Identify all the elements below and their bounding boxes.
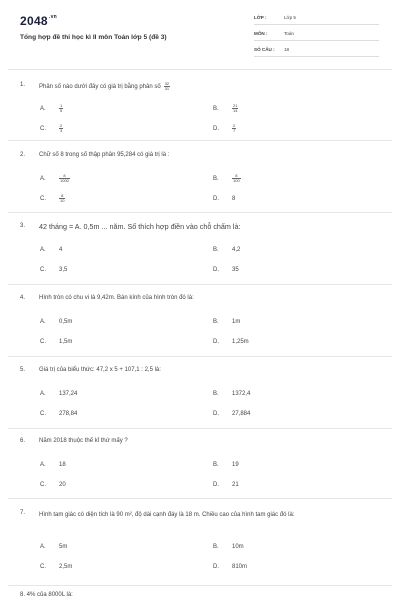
option-value: 20 (59, 482, 66, 488)
question-number: 2. (20, 152, 26, 158)
header-divider (8, 69, 392, 70)
question-line (20, 295, 385, 307)
question-text: Hình tam giác có diện tích là 90 m², độ dài cạnh đáy là 18 m. Chiều cao của hình tam giác đó là: (39, 512, 295, 518)
option-value (59, 124, 63, 133)
option-value (59, 104, 63, 113)
option-letter: A. (40, 247, 46, 253)
question-6 (20, 438, 385, 488)
option-fraction: $\frac{2}{3}$ (60, 123, 63, 133)
option-letter: B. (213, 391, 219, 397)
question-divider (8, 284, 392, 285)
option-value: 278,84 (59, 411, 78, 417)
option-letter: C. (40, 126, 46, 132)
option-value: 8 (232, 196, 236, 202)
option-value: 19 (232, 462, 239, 468)
option-fraction: $\frac{1}{5}$ (60, 103, 63, 113)
question-number: 4. (20, 295, 26, 301)
question-line (20, 510, 385, 522)
meta-class: LỚP : Lớp 5 (254, 13, 379, 25)
page-title: Tổng hợp đề thi học kì II môn Toán lớp 5 (đề 3) (20, 34, 167, 41)
question-divider (8, 585, 392, 586)
question-line (20, 367, 385, 379)
option-value (59, 174, 70, 183)
question-2 (20, 152, 385, 203)
option-letter: D. (213, 482, 219, 488)
question-partial: 8. 4% của 8000L là: (20, 592, 73, 598)
option-value: 4 (59, 247, 63, 253)
question-fraction: $\frac{32}{31}$ (164, 81, 170, 91)
option-letter: B. (213, 544, 219, 550)
option-value: 5m (59, 544, 68, 550)
question-divider (8, 140, 392, 141)
option-value (232, 124, 236, 133)
option-fraction: $\frac{8}{100}$ (233, 173, 240, 183)
option-letter: A. (40, 176, 46, 182)
option-value: 137,24 (59, 391, 78, 397)
site-logo[interactable]: $2048^{.vn}$ (20, 14, 58, 28)
question-3 (20, 222, 385, 273)
option-value: 21 (232, 482, 239, 488)
meta-subject: MÔN : Toán (254, 29, 379, 41)
option-letter: A. (40, 319, 46, 325)
question-4 (20, 295, 385, 345)
question-1 (20, 81, 385, 133)
question-text: Hình tròn có chu vi là 9,42m. Bán kính của hình tròn đó là: (39, 295, 194, 301)
option-fraction: $\frac{8}{1000}$ (60, 173, 69, 183)
option-value: 2,5m (59, 564, 73, 570)
option-letter: B. (213, 247, 219, 253)
option-value: 4,2 (232, 247, 241, 253)
option-fraction: $\frac{8}{10}$ (60, 193, 65, 203)
question-divider (8, 498, 392, 499)
option-letter: B. (213, 319, 219, 325)
question-5 (20, 367, 385, 417)
question-line (20, 438, 385, 450)
option-letter: B. (213, 176, 219, 182)
option-letter: B. (213, 106, 219, 112)
option-letter: C. (40, 196, 46, 202)
option-letter: D. (213, 267, 219, 273)
question-number: 3. (20, 223, 26, 229)
option-value: 1,5m (59, 339, 73, 345)
question-line (20, 82, 385, 94)
question-number: 6. (20, 438, 26, 444)
option-value: 35 (232, 267, 239, 273)
meta-question-count: SỐ CÂU : 18 (254, 45, 379, 57)
question-line (20, 223, 385, 235)
question-line (20, 152, 385, 164)
option-value (232, 174, 241, 183)
question-text: Chữ số 8 trong số thập phân 95,284 có giá trị là : (39, 152, 170, 158)
option-letter: A. (40, 462, 46, 468)
question-divider (8, 428, 392, 429)
option-letter: C. (40, 339, 46, 345)
page-header (0, 0, 400, 70)
option-letter: A. (40, 391, 46, 397)
option-value: 1m (232, 319, 241, 325)
question-text: Phân số nào dưới đây có giá trị bằng phân số $\frac{32}{31}$ (39, 81, 170, 91)
option-letter: D. (213, 196, 219, 202)
question-divider (8, 212, 392, 213)
option-letter: C. (40, 564, 46, 570)
option-value (59, 194, 65, 203)
question-number: 5. (20, 367, 26, 373)
option-fraction: $\frac{2}{7}$ (233, 123, 236, 133)
option-fraction: $\frac{21}{14}$ (233, 103, 238, 113)
option-value: 1372,4 (232, 391, 251, 397)
option-letter: A. (40, 544, 46, 550)
question-divider (8, 356, 392, 357)
option-value: 1,25m (232, 339, 249, 345)
question-text: 42 tháng = A. 0,5m ... năm. Số thích hợp điền vào chỗ chấm là: (39, 222, 241, 231)
option-value: 27,884 (232, 411, 251, 417)
option-letter: D. (213, 339, 219, 345)
option-letter: B. (213, 462, 219, 468)
option-letter: C. (40, 267, 46, 273)
question-number: 1. (20, 82, 26, 88)
option-value (232, 104, 238, 113)
option-value: 0,5m (59, 319, 73, 325)
option-letter: C. (40, 411, 46, 417)
question-text: Năm 2018 thuộc thế kỉ thứ mấy ? (39, 438, 128, 444)
option-letter: D. (213, 564, 219, 570)
option-letter: D. (213, 411, 219, 417)
option-letter: C. (40, 482, 46, 488)
option-value: 18 (59, 462, 66, 468)
option-value: 3,5 (59, 267, 68, 273)
option-letter: A. (40, 106, 46, 112)
question-number: 7. (20, 510, 26, 516)
question-text: Giá trị của biểu thức: 47,2 x 5 + 107,1 : 2,5 là: (39, 367, 161, 373)
option-value: 810m (232, 564, 248, 570)
option-value: 10m (232, 544, 244, 550)
question-7 (20, 510, 385, 570)
option-letter: D. (213, 126, 219, 132)
